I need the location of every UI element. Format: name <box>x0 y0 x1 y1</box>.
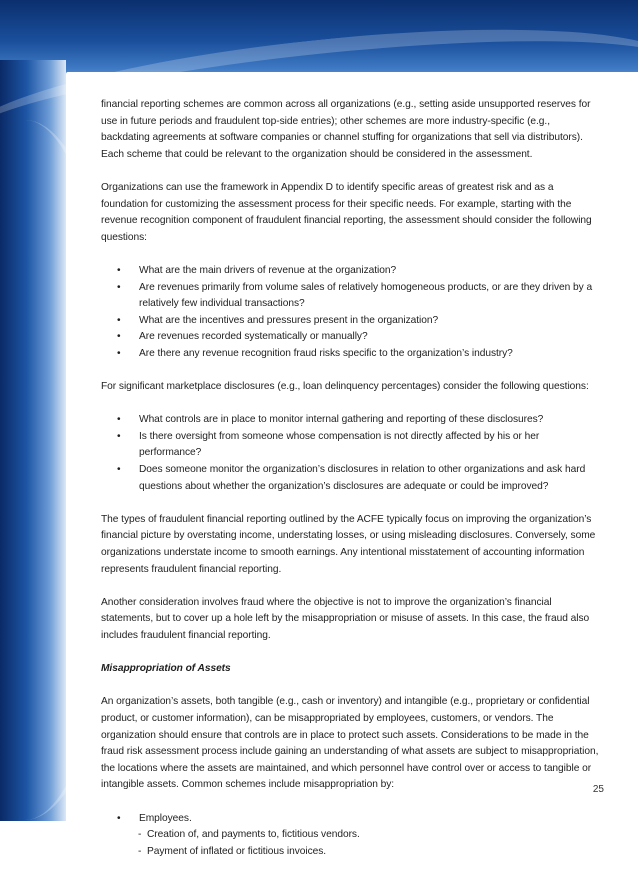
list-item: • Are there any revenue recognition fraud risks specific to the organization’s industry? <box>139 346 601 363</box>
schemes-list <box>101 811 601 861</box>
paragraph: financial reporting schemes are common across all organizations (e.g., setting aside unsupported reserves for use in future periods and fraudulent top-side entries); other schemes are more industry-specific (e.g., backdating agreements at software companies or channel stuffing for organizations that sell via distributors). Each scheme that could be relevant to the organization should be considered in the assessment. <box>101 99 591 160</box>
list-item: • What are the incentives and pressures present in the organization? <box>139 313 601 330</box>
list-item: • What are the main drivers of revenue at the organization? <box>139 263 601 280</box>
paragraph: For significant marketplace disclosures (e.g., loan delinquency percentages) consider the following questions: <box>101 381 589 393</box>
bullet: • <box>117 264 121 276</box>
paragraph: The types of fraudulent financial reporting outlined by the ACFE typically focus on improving the organization’s financial picture by overstating income, understating losses, or using misleading disclosures. Conversely, some organizations understate income to smooth earnings. Any intentional misstatement of accounting information represents fraudulent financial reporting. <box>101 513 596 575</box>
paragraph: An organization’s assets, both tangible (e.g., cash or inventory) and intangible (e.g., proprietary or confidential product, or customer information), can be misappropriated by employees, customers, or vendors. The organization should ensure that controls are in place to protect such assets. Considerations to be made in the fraud risk assessment process include gaining an understanding of what assets are subject to misappropriation, the locations where the assets are maintained, and which personnel have control over or access to tangible or intangible assets. Common schemes include misappropriation by: <box>101 696 599 791</box>
list-item: • Does someone monitor the organization’s disclosures in relation to other organizations and ask hard questions about whether the organization’s disclosures are adequate or could be improved? <box>117 464 586 492</box>
sub-list-item: - Creation of, and payments to, fictitious vendors. <box>147 827 601 844</box>
list-item: • What controls are in place to monitor internal gathering and reporting of these disclosures? <box>139 412 601 429</box>
bullet: • <box>117 281 121 293</box>
bullet: • <box>117 314 121 326</box>
list-item: • Are revenues primarily from volume sales of relatively homogeneous products, or are they driven by a relatively few individual transactions? <box>117 281 593 310</box>
disclosure-questions-list <box>101 412 601 495</box>
section-heading: Misappropriation of Assets <box>101 663 231 675</box>
list-item: • Is there oversight from someone whose compensation is not directly affected by his or her performance? <box>117 430 540 459</box>
dash: - <box>138 845 142 857</box>
bullet: • <box>117 331 121 343</box>
bullet: • <box>117 430 121 442</box>
bullet: • <box>117 812 121 824</box>
list-item: • Employees. - Creation of, and payments to, fictitious vendors. - Payment of inflated or fictitious invoices. <box>139 811 601 861</box>
bullet: • <box>117 414 121 426</box>
bullet: • <box>117 464 121 476</box>
revenue-questions-list <box>101 263 601 363</box>
list-item: • Are revenues recorded systematically or manually? <box>139 329 601 346</box>
paragraph: Another consideration involves fraud where the objective is not to improve the organization’s financial statements, but to cover up a hole left by the misappropriation or misuse of assets. In this case, the fraud also includes fraudulent financial reporting. <box>101 596 590 641</box>
dash: - <box>138 829 142 841</box>
bullet: • <box>117 347 121 359</box>
page-number: 25 <box>592 784 604 795</box>
sub-list <box>139 827 601 860</box>
paragraph: Organizations can use the framework in Appendix D to identify specific areas of greatest risk and as a foundation for customizing the assessment process for their specific needs. For example, starting with the revenue recognition component of fraudulent financial reporting, the assessment should consider the following questions: <box>101 181 592 243</box>
sub-list-item: - Payment of inflated or fictitious invoices. <box>147 844 601 861</box>
document-body <box>101 97 601 877</box>
